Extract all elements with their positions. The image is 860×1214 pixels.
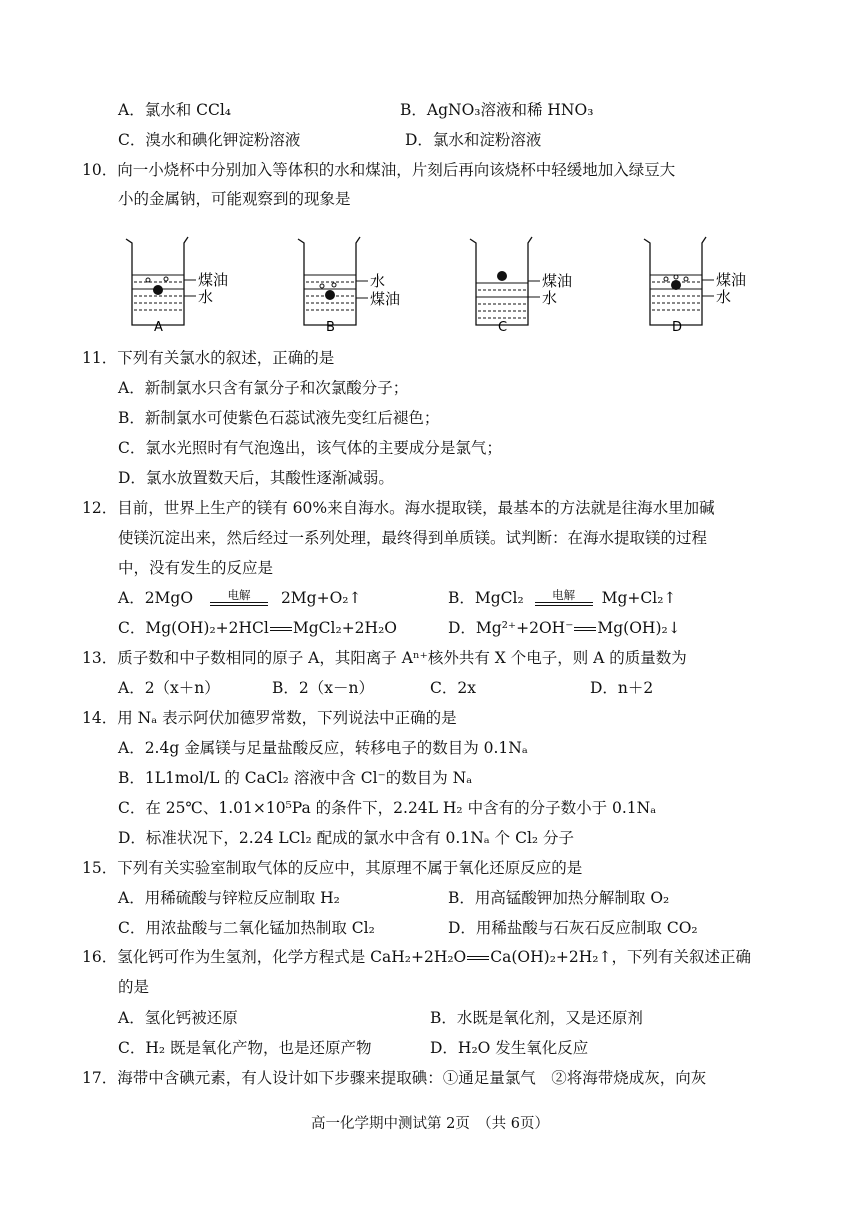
beaker-a-top-label: 煤油 bbox=[198, 271, 229, 289]
q16-stem-line2: 的是 bbox=[118, 978, 150, 996]
q13-option-d: D．n＋2 bbox=[590, 679, 654, 697]
q16-option-d: D．H₂O 发生氧化反应 bbox=[430, 1039, 589, 1057]
q14-stem: 14．用 Nₐ 表示阿伏加德罗常数，下列说法中正确的是 bbox=[82, 709, 457, 727]
q11-option-d: D．氯水放置数天后，其酸性逐渐减弱。 bbox=[118, 469, 394, 487]
q13-stem: 13．质子数和中子数相同的原子 A，其阳离子 Aⁿ⁺核外共有 X 个电子，则 A 的质量数为 bbox=[82, 649, 687, 667]
q12-d-left: D．Mg²⁺+2OH⁻ bbox=[448, 619, 574, 637]
beaker-d-top-label: 煤油 bbox=[716, 271, 747, 289]
electrolysis-arrow bbox=[535, 589, 593, 606]
q14-option-b: B．1L1mol/L 的 CaCl₂ 溶液中含 Cl⁻的数目为 Nₐ bbox=[118, 769, 473, 787]
q16-line1-left: 16．氢化钙可作为生氢剂，化学方程式是 CaH₂+2H₂O bbox=[82, 948, 467, 966]
q12-stem-line1: 12．目前，世界上生产的镁有 60%来自海水。海水提取镁，最基本的方法就是往海水里加碱 bbox=[82, 499, 715, 517]
beaker-d bbox=[636, 233, 756, 333]
beaker-c-bottom-label: 水 bbox=[542, 289, 558, 307]
beaker-a-bottom-label: 水 bbox=[198, 288, 214, 306]
q12-d-right: Mg(OH)₂↓ bbox=[597, 619, 681, 637]
beaker-b bbox=[290, 233, 410, 333]
q10-stem-line1: 10．向一小烧杯中分别加入等体积的水和煤油，片刻后再向该烧杯中轻缓地加入绿豆大 bbox=[82, 161, 676, 179]
q14-option-d: D．标准状况下，2.24 LCl₂ 配成的氯水中含有 0.1Nₐ 个 Cl₂ 分子 bbox=[118, 829, 575, 847]
q12-c-left: C．Mg(OH)₂+2HCl bbox=[118, 619, 269, 637]
q14-option-a: A．2.4g 金属镁与足量盐酸反应，转移电子的数目为 0.1Nₐ bbox=[118, 739, 528, 757]
beaker-a-letter: A bbox=[154, 320, 163, 333]
q13-option-c: C．2x bbox=[430, 679, 476, 697]
q16-stem-line1 bbox=[82, 947, 751, 967]
q9-option-d: D．氯水和淀粉溶液 bbox=[405, 131, 542, 149]
q16-line1-right: Ca(OH)₂+2H₂↑，下列有关叙述正确 bbox=[490, 948, 751, 966]
beaker-b-letter: B bbox=[326, 320, 335, 333]
equals-sign bbox=[270, 627, 292, 631]
q16-option-c: C．H₂ 既是氧化产物，也是还原产物 bbox=[118, 1039, 372, 1057]
beaker-a bbox=[118, 233, 238, 333]
q12-option-c bbox=[118, 618, 397, 638]
q9-option-b: B．AgNO₃溶液和稀 HNO₃ bbox=[400, 101, 594, 119]
q9-option-a: A．氯水和 CCl₄ bbox=[118, 101, 232, 119]
q17-stem-line1: 17．海带中含碘元素，有人设计如下步骤来提取碘：①通足量氯气 ②将海带烧成灰，向灰 bbox=[82, 1069, 707, 1087]
beaker-b-bottom-label: 煤油 bbox=[370, 290, 401, 308]
q11-stem: 11．下列有关氯水的叙述，正确的是 bbox=[82, 349, 335, 367]
q13-option-b: B．2（x－n） bbox=[272, 679, 374, 697]
electrolysis-arrow bbox=[210, 589, 268, 606]
q15-option-c: C．用浓盐酸与二氧化锰加热制取 Cl₂ bbox=[118, 919, 375, 937]
electrolysis-label: 电解 bbox=[552, 588, 576, 602]
q12-a-right: 2Mg+O₂↑ bbox=[280, 589, 362, 607]
q15-option-b: B．用高锰酸钾加热分解制取 O₂ bbox=[448, 889, 670, 907]
q12-a-left: A．2MgO bbox=[118, 589, 194, 607]
beaker-d-bottom-label: 水 bbox=[716, 288, 732, 306]
q12-b-right: Mg+Cl₂↑ bbox=[601, 589, 677, 607]
q10-stem-line2: 小的金属钠，可能观察到的现象是 bbox=[118, 190, 351, 208]
beaker-c bbox=[462, 233, 582, 333]
q11-option-a: A．新制氯水只含有氯分子和次氯酸分子； bbox=[118, 379, 409, 397]
beaker-c-top-label: 煤油 bbox=[542, 272, 573, 290]
q12-option-b bbox=[448, 588, 676, 608]
beaker-c-letter: C bbox=[498, 320, 508, 333]
q13-option-a: A．2（x＋n） bbox=[118, 679, 220, 697]
q12-stem-line2: 使镁沉淀出来，然后经过一系列处理，最终得到单质镁。试判断：在海水提取镁的过程 bbox=[118, 529, 708, 547]
q9-option-c: C．溴水和碘化钾淀粉溶液 bbox=[118, 131, 301, 149]
q11-option-b: B．新制氯水可使紫色石蕊试液先变红后褪色； bbox=[118, 409, 440, 427]
q12-b-left: B．MgCl₂ bbox=[448, 589, 524, 607]
page-footer: 高一化学期中测试第 2页 （共 6页） bbox=[311, 1116, 549, 1132]
q12-c-right: MgCl₂+2H₂O bbox=[292, 619, 397, 637]
beaker-figure bbox=[118, 233, 758, 333]
q11-option-c: C．氯水光照时有气泡逸出，该气体的主要成分是氯气； bbox=[118, 439, 502, 457]
q15-option-a: A．用稀硫酸与锌粒反应制取 H₂ bbox=[118, 889, 340, 907]
q15-stem: 15．下列有关实验室制取气体的反应中，其原理不属于氧化还原反应的是 bbox=[82, 859, 583, 877]
q14-option-c: C．在 25℃、1.01×10⁵Pa 的条件下，2.24L H₂ 中含有的分子数小于 0.1Nₐ bbox=[118, 799, 657, 817]
beaker-b-top-label: 水 bbox=[370, 272, 386, 290]
equals-sign bbox=[467, 956, 489, 960]
q12-option-d bbox=[448, 618, 681, 638]
q12-option-a bbox=[118, 588, 362, 608]
electrolysis-label: 电解 bbox=[227, 588, 251, 602]
q16-option-b: B．水既是氧化剂，又是还原剂 bbox=[430, 1009, 643, 1027]
q16-option-a: A．氢化钙被还原 bbox=[118, 1009, 238, 1027]
q12-stem-line3: 中，没有发生的反应是 bbox=[118, 559, 274, 577]
beaker-d-letter: D bbox=[672, 320, 683, 333]
q15-option-d: D．用稀盐酸与石灰石反应制取 CO₂ bbox=[448, 919, 698, 937]
equals-sign bbox=[574, 627, 596, 631]
